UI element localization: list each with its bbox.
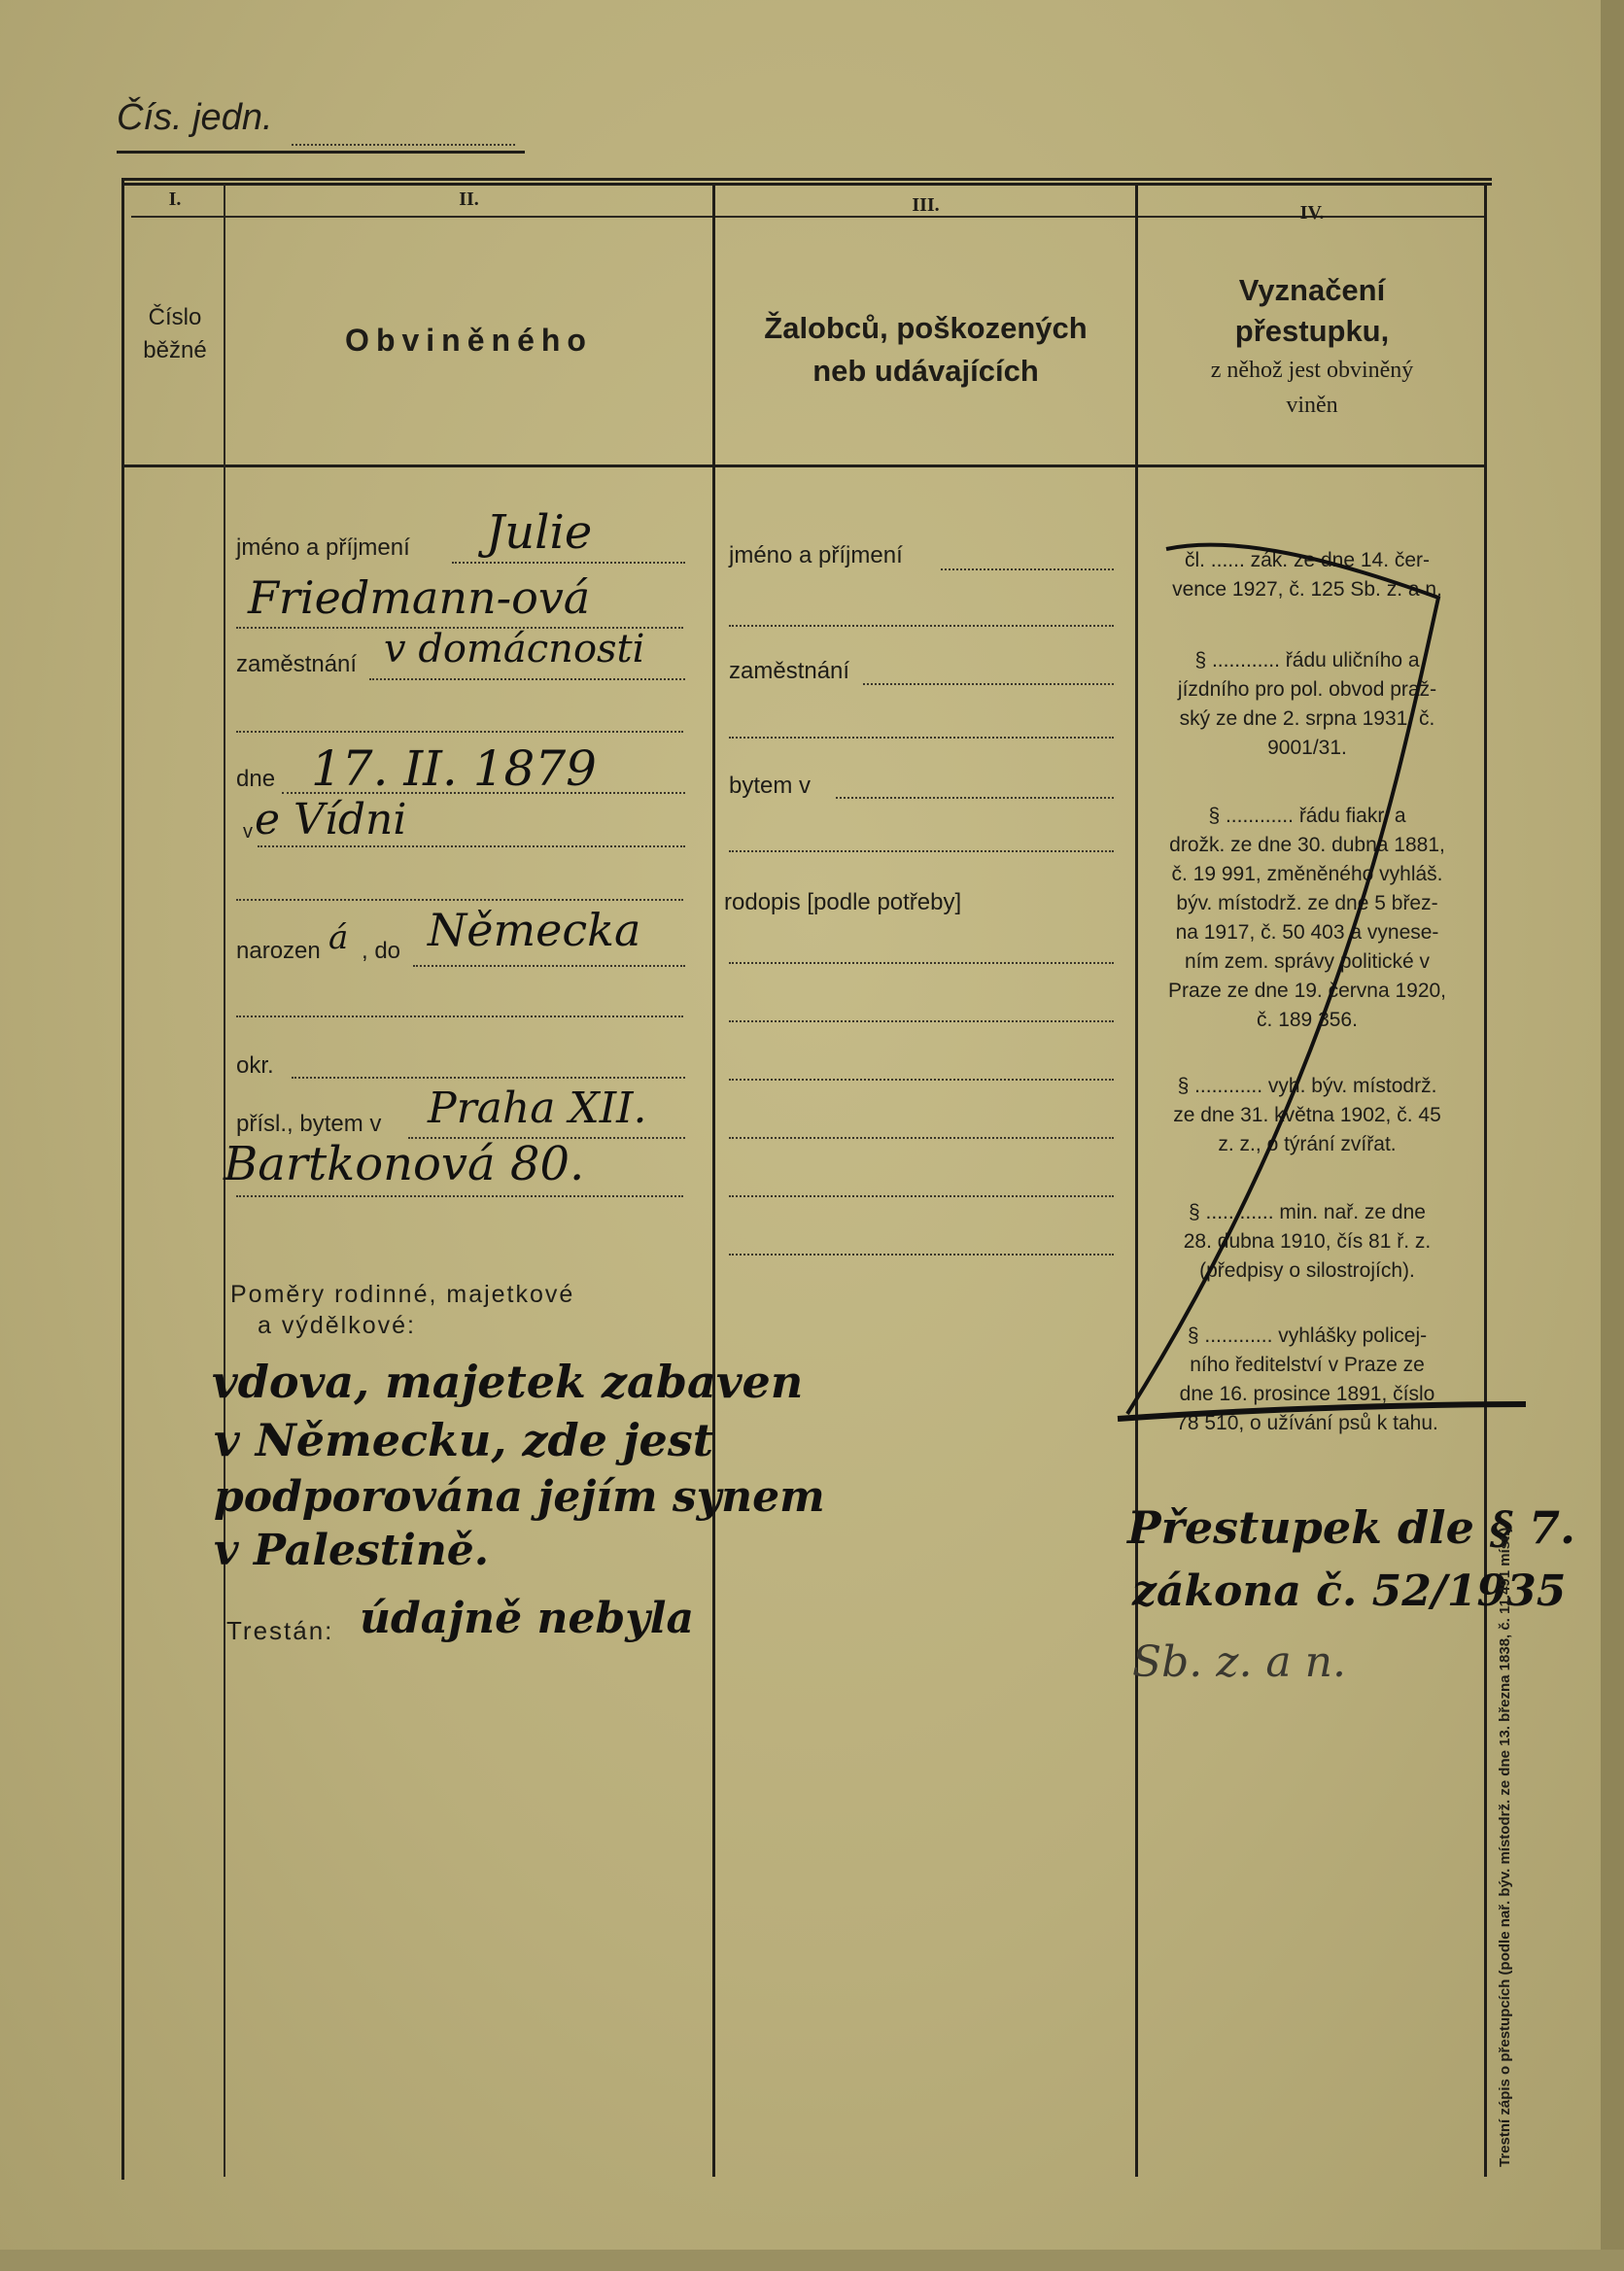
accused-place-field-2[interactable] (236, 899, 683, 901)
plaintiff-bio-line[interactable] (729, 1254, 1114, 1256)
column-title-4-line4: viněn (1286, 393, 1338, 418)
accused-name-field[interactable] (452, 562, 685, 564)
accused-place-prefix: v (243, 821, 253, 843)
column-number-2: II. (459, 189, 479, 210)
plaintiff-name-field-2[interactable] (729, 625, 1114, 627)
plaintiff-occupation-field[interactable] (863, 683, 1114, 685)
plaintiff-name-label: jméno a příjmení (729, 542, 903, 568)
plaintiff-name-field[interactable] (941, 568, 1114, 570)
plaintiff-bio-line[interactable] (729, 1195, 1114, 1197)
accused-address-value: Bartkonová 80. (224, 1137, 585, 1191)
column-title-1-line2: běžné (143, 337, 207, 363)
accused-family-line1: vdova, majetek zabaven (212, 1356, 804, 1408)
column-title-4-line1: Vyznačení (1238, 273, 1386, 307)
accused-born-to-field[interactable] (413, 965, 685, 967)
offence-handwritten-line3: Sb. z. a n. (1132, 1637, 1346, 1687)
accused-born-label: narozen (236, 938, 321, 964)
plaintiff-residence-field-2[interactable] (729, 850, 1114, 852)
plaintiff-bio-line[interactable] (729, 1079, 1114, 1081)
offence-text-line: ský ze dne 2. srpna 1931, č. (1179, 707, 1435, 730)
accused-born-field-2[interactable] (236, 1015, 683, 1017)
column-title-1 (128, 301, 222, 367)
accused-occupation-field-2[interactable] (236, 731, 683, 733)
column-title-4-line2: přestupku, (1234, 314, 1390, 348)
accused-occupation-label: zaměstnání (236, 651, 358, 677)
accused-family-label-line1: Poměry rodinné, majetkové (230, 1281, 575, 1308)
offence-text-line: ním zem. správy politické v (1184, 950, 1431, 973)
plaintiff-bio-line[interactable] (729, 1137, 1114, 1139)
accused-occupation-value: v domácnosti (384, 627, 645, 671)
column-title-1-line1: Číslo (148, 304, 202, 330)
offence-text-line: č. 189 356. (1257, 1009, 1358, 1031)
case-number-label: Čís. jedn. (117, 97, 273, 138)
column-title-4-line3: z něhož jest obviněný (1210, 358, 1414, 383)
offence-text-line: drožk. ze dne 30. dubna 1881, (1169, 834, 1445, 856)
column-title-3-line1: Žalobců, poškozených (764, 311, 1088, 345)
paper-edge (1601, 0, 1624, 2271)
accused-address-field[interactable] (236, 1195, 683, 1197)
offence-text-line: z. z., o týrání zvířat. (1218, 1133, 1397, 1155)
plaintiff-residence-field[interactable] (836, 797, 1114, 799)
accused-family-line3: podporována jejím synem (214, 1472, 825, 1522)
column-title-4 (1142, 270, 1482, 422)
accused-residence-label: přísl., bytem v (236, 1111, 382, 1137)
offence-text-line: býv. místodrž. ze dne 5 břez- (1176, 892, 1438, 914)
offence-text-line: na 1917, č. 50 403 a vynese- (1175, 921, 1439, 944)
column-number-4: IV. (1299, 202, 1325, 224)
offence-text-line: § ............ min. nař. ze dne (1189, 1201, 1426, 1223)
offence-text-line: § ............ vyh. býv. místodrž. (1177, 1075, 1437, 1097)
accused-place-value: e Vídni (255, 795, 407, 844)
table-top-border (121, 178, 1492, 181)
paper-edge-bottom (0, 2250, 1624, 2271)
offence-text-line: ního ředitelství v Praze ze (1190, 1354, 1425, 1376)
accused-name-label: jméno a příjmení (236, 534, 410, 561)
plaintiff-occupation-field-2[interactable] (729, 737, 1114, 739)
accused-family-line4: v Palestině. (214, 1526, 490, 1575)
accused-date-label: dne (236, 766, 276, 792)
accused-name-value: Julie (486, 505, 593, 560)
offence-text-line: Praze ze dne 19. června 1920, (1167, 980, 1447, 1002)
plaintiff-bio-line[interactable] (729, 1020, 1114, 1022)
accused-district-label: okr. (236, 1052, 274, 1079)
plaintiff-bio-line[interactable] (729, 962, 1114, 964)
offence-text-line: § ............ vyhlášky policej- (1187, 1325, 1428, 1347)
offence-text-line: (předpisy o silostrojích). (1199, 1259, 1415, 1282)
offence-handwritten-line2: zákona č. 52/1935 (1132, 1566, 1567, 1616)
offence-text-line: 9001/31. (1267, 737, 1347, 759)
offence-text-line: § ............ řádu uličního a (1194, 649, 1420, 671)
offence-text-line: 28. dubna 1910, čís 81 ř. z. (1183, 1230, 1432, 1253)
handwritten-strike-mark (1108, 530, 1536, 1453)
accused-surname-value: Friedmann-ová (248, 571, 591, 624)
column-title-2: Obviněného (345, 323, 593, 358)
header-bottom-border (121, 465, 1487, 467)
offence-text-line: ze dne 31. května 1902, č. 45 (1173, 1104, 1441, 1126)
accused-family-label-line2: a výdělkové: (258, 1312, 416, 1339)
plaintiff-occupation-label: zaměstnání (729, 658, 850, 684)
column-divider-2 (712, 185, 715, 2177)
offence-handwritten-line1: Přestupek dle § 7. (1127, 1501, 1576, 1554)
column-number-1: I. (168, 189, 182, 210)
accused-family-line2: v Německu, zde jest (214, 1414, 713, 1466)
accused-date-value: 17. II. 1879 (311, 740, 597, 797)
offence-text-line: § ............ řádu fiakr. a (1208, 805, 1406, 827)
accused-punished-label: Trestán: (226, 1616, 334, 1645)
table-top-border-inner (121, 183, 1492, 186)
accused-born-to-label: , do (362, 938, 401, 964)
column-title-3-line2: neb udávajících (812, 354, 1039, 388)
plaintiff-bio-label: rodopis [podle potřeby] (724, 889, 962, 915)
table-left-border (121, 178, 124, 2180)
accused-residence-value: Praha XII. (428, 1084, 647, 1133)
column-number-3: III. (912, 194, 940, 216)
offence-text-line: dne 16. prosince 1891, číslo (1179, 1383, 1435, 1405)
accused-born-to-value: Německa (428, 904, 641, 956)
plaintiff-residence-label: bytem v (729, 773, 812, 799)
accused-place-field[interactable] (258, 845, 685, 847)
accused-born-suffix: á (328, 918, 349, 957)
accused-punished-value: údajně nebyla (360, 1594, 695, 1643)
accused-occupation-field[interactable] (369, 678, 685, 680)
column-title-3 (719, 307, 1132, 393)
offence-text-line: 78 510, o užívání psů k tahu. (1176, 1412, 1438, 1434)
offence-text-line: č. 19 991, změněného vyhláš. (1171, 863, 1443, 885)
offence-text-line: vence 1927, č. 125 Sb. z. a n. (1172, 578, 1442, 601)
offence-text-line: jízdního pro pol. obvod praž- (1177, 678, 1437, 701)
case-number-field[interactable] (292, 144, 515, 146)
case-number-underline (117, 151, 525, 154)
side-note: Trestní zápis o přestupcích (podle nař. býv. místodrž. ze dne 13. března 1838, č. 11.491 míst.) (1497, 1527, 1513, 2167)
accused-district-field[interactable] (292, 1077, 685, 1079)
offence-text-line: čl. ...... zák. ze dne 14. čer- (1184, 549, 1431, 571)
